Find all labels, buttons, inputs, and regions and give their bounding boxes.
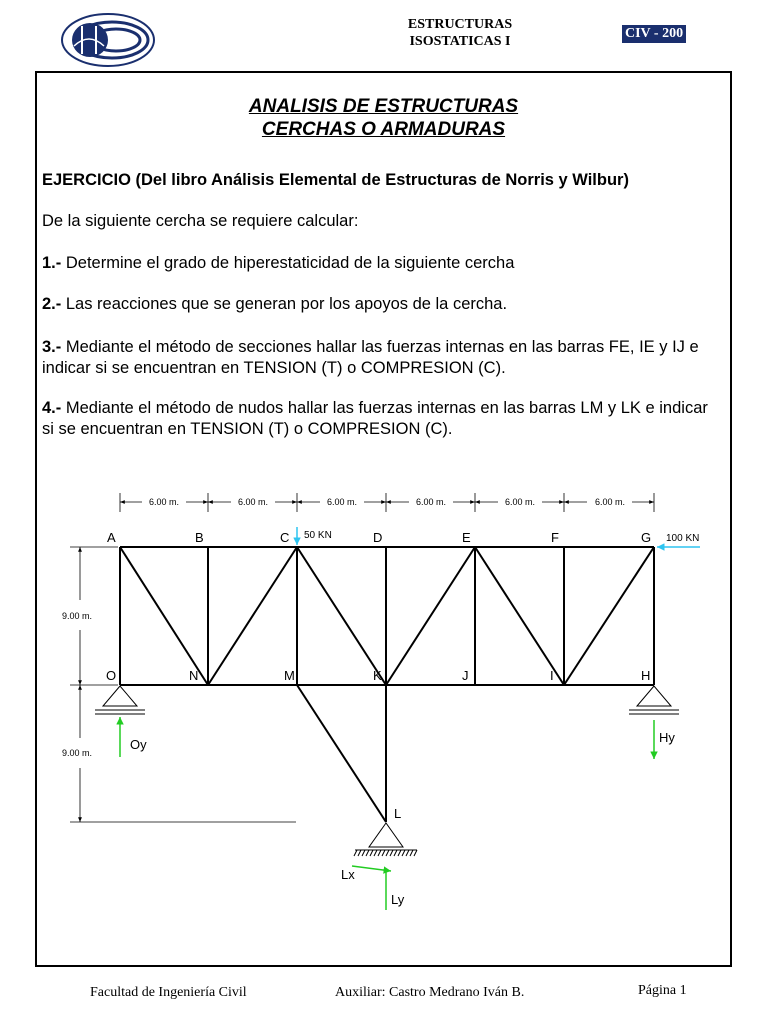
question-3-number: 3.- bbox=[42, 338, 62, 356]
span-label-1: 6.00 m. bbox=[148, 497, 180, 507]
span-label-4: 6.00 m. bbox=[415, 497, 447, 507]
node-m-label: M bbox=[284, 668, 295, 683]
node-j-label: J bbox=[462, 668, 469, 683]
node-i-label: I bbox=[550, 668, 554, 683]
document-title: ANALISIS DE ESTRUCTURAS bbox=[248, 96, 519, 117]
reaction-oy-label: Oy bbox=[130, 737, 147, 752]
question-4-text: Mediante el método de nudos hallar las fuerzas internas en las barras LM y LK e indicar si se encuentran en TENSION (T) o COMPRESION (C). bbox=[42, 399, 708, 438]
node-a-label: A bbox=[107, 530, 116, 545]
question-2-number: 2.- bbox=[42, 295, 62, 313]
reaction-lx-label: Lx bbox=[341, 867, 355, 882]
course-title-line2: ISOSTATICAS I bbox=[409, 34, 511, 49]
node-g-label: G bbox=[641, 530, 652, 545]
load-50kn-label: 50 KN bbox=[304, 530, 332, 541]
node-b-label: B bbox=[195, 530, 204, 545]
footer-faculty: Facultad de Ingeniería Civil bbox=[90, 985, 247, 1000]
span-label-2: 6.00 m. bbox=[237, 497, 269, 507]
question-3-text: Mediante el método de secciones hallar las fuerzas internas en las barras FE, IE y IJ e indicar si se encuentran en TENSION (T) o COMPRESION (C). bbox=[42, 338, 699, 377]
truss-members bbox=[120, 547, 654, 822]
span-label-5: 6.00 m. bbox=[504, 497, 536, 507]
span-label-6: 6.00 m. bbox=[594, 497, 626, 507]
exercise-intro: De la siguiente cercha se requiere calcular: bbox=[42, 212, 359, 230]
reaction-lx-arrow bbox=[352, 866, 391, 871]
node-e-label: E bbox=[462, 530, 471, 545]
roller-support-h bbox=[629, 686, 679, 714]
height-label-lower: 9.00 m. bbox=[62, 748, 93, 758]
height-label-upper: 9.00 m. bbox=[62, 611, 93, 621]
horizontal-dimensions bbox=[120, 493, 654, 512]
footer-page-number: Página 1 bbox=[638, 983, 687, 998]
footer-assistant: Auxiliar: Castro Medrano Iván B. bbox=[335, 985, 525, 1000]
course-code-badge: CIV - 200 bbox=[622, 25, 686, 43]
question-1-text: Determine el grado de hiperestaticidad de la siguiente cercha bbox=[61, 254, 515, 272]
node-k-label: K bbox=[373, 668, 382, 683]
course-title-line1: ESTRUCTURAS bbox=[407, 17, 513, 32]
node-f-label: F bbox=[551, 530, 559, 545]
reaction-hy-label: Hy bbox=[659, 730, 675, 745]
node-c-label: C bbox=[280, 530, 290, 545]
exercise-heading: EJERCICIO (Del libro Análisis Elemental de Estructuras de Norris y Wilbur) bbox=[42, 171, 629, 189]
load-100kn-label: 100 KN bbox=[666, 533, 700, 544]
question-2-text: Las reacciones que se generan por los apoyos de la cercha. bbox=[61, 295, 508, 313]
pin-support-o bbox=[95, 686, 145, 714]
question-1-number: 1.- bbox=[42, 254, 62, 272]
node-o-label: O bbox=[106, 668, 117, 683]
question-4-number: 4.- bbox=[42, 399, 62, 417]
reaction-ly-label: Ly bbox=[391, 892, 405, 907]
node-n-label: N bbox=[189, 668, 199, 683]
pin-support-l bbox=[354, 823, 417, 856]
node-l-label: L bbox=[394, 806, 402, 821]
node-d-label: D bbox=[373, 530, 383, 545]
document-subtitle: CERCHAS O ARMADURAS bbox=[261, 119, 506, 140]
span-label-3: 6.00 m. bbox=[326, 497, 358, 507]
node-h-label: H bbox=[641, 668, 651, 683]
